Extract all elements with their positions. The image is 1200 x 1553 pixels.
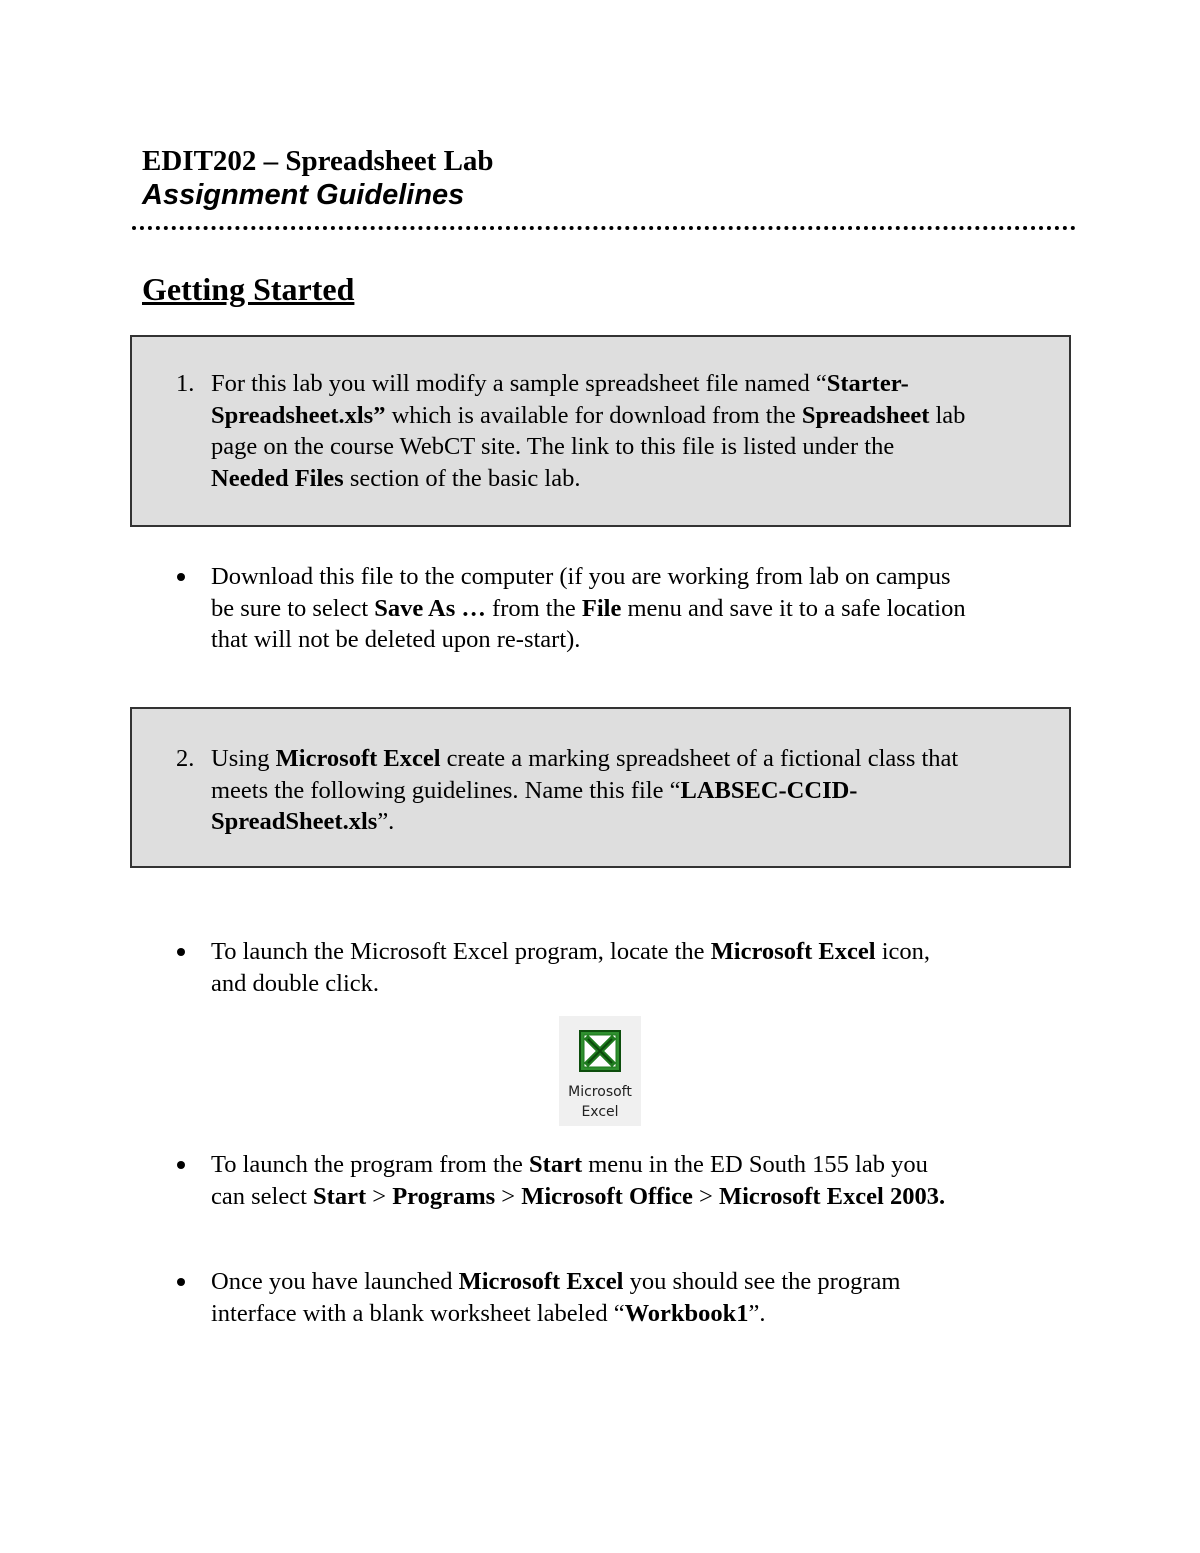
microsoft-excel-icon bbox=[579, 1030, 621, 1072]
bullet-2-dot bbox=[177, 948, 185, 956]
step-2-text: Using Microsoft Excel create a marking spreadsheet of a fictional class that meets the following guidelines. Name this file “LABSEC-CCID- SpreadSheet.xls”. bbox=[211, 745, 959, 835]
step-2-number: 2. bbox=[176, 745, 195, 772]
bullet-1-dot bbox=[177, 573, 185, 581]
bullet-1-text: Download this file to the computer (if you are working from lab on campus be sure to select Save As … from the File menu and save it to a safe location that will not be deleted upon re-start). bbox=[211, 563, 966, 653]
document-title: EDIT202 – Spreadsheet Lab bbox=[142, 145, 494, 177]
document-subtitle: Assignment Guidelines bbox=[142, 179, 465, 211]
bullet-4-dot bbox=[177, 1278, 185, 1286]
excel-icon-caption-line1: Microsoft bbox=[568, 1084, 632, 1100]
excel-icon-caption-line2: Excel bbox=[581, 1104, 619, 1120]
bullet-4-text: Once you have launched Microsoft Excel you should see the program interface with a blank worksheet labeled “Workbook1”. bbox=[211, 1268, 901, 1327]
bullet-3-dot bbox=[177, 1161, 185, 1169]
dotted-divider bbox=[132, 226, 1076, 230]
bullet-2-text: To launch the Microsoft Excel program, locate the Microsoft Excel icon, and double click. bbox=[211, 938, 930, 997]
microsoft-excel-desktop-icon[interactable] bbox=[559, 1016, 641, 1126]
bullet-3-text: To launch the program from the Start menu in the ED South 155 lab you can select Start > Programs > Microsoft Office > Microsoft Excel 2003. bbox=[211, 1151, 946, 1210]
step-1-number: 1. bbox=[176, 370, 195, 397]
section-heading: Getting Started bbox=[142, 271, 355, 307]
step-1-text: For this lab you will modify a sample spreadsheet file named “Starter- Spreadsheet.xls” which is available for download from the Spreadsheet lab page on the course WebCT site. The link to this file is listed under the Needed Files section of the basic lab. bbox=[211, 370, 966, 492]
